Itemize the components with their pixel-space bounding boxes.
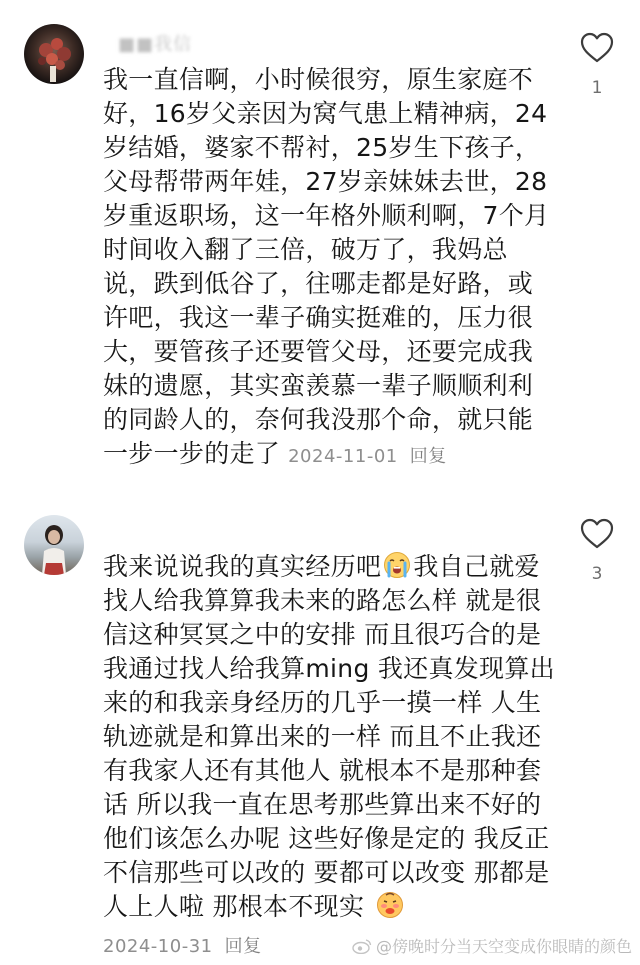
like-count: 1 <box>591 78 603 98</box>
comment-line: 不信那些可以改的 要都可以改变 那都是 <box>103 858 550 887</box>
reply-button[interactable]: 回复 <box>224 936 262 957</box>
watermark-text: @傍晚时分当天空变成你眼睛的颜色 <box>375 937 632 956</box>
comment-line: 大，要管孩子还要管父母，还要完成我 <box>103 337 534 366</box>
comment-line-text: 我来说说我的真实经历吧 <box>103 552 382 581</box>
comment-meta <box>288 446 447 467</box>
comment-line: 岁重返职场，这一年格外顺利啊，7个月 <box>103 201 550 230</box>
teary-blush-face-emoji <box>376 891 404 919</box>
comment-line: 好，16岁父亲因为窝气患上精神病，24 <box>103 99 548 128</box>
comment-line: 他们该怎么办呢 这些好像是定的 我反正 <box>103 824 550 853</box>
comment-line: 时间收入翻了三倍，破万了，我妈总 <box>103 235 508 264</box>
comment-line-last <box>103 437 543 474</box>
comment-line: 说，跌到低谷了，往哪走都是好路，或 <box>103 269 534 298</box>
comment-line: 妹的遗愿，其实蛮羡慕一辈子顺顺利利 <box>103 371 534 400</box>
comment-line: 来的和我亲身经历的几乎一摸一样 人生 <box>103 688 542 717</box>
comment-date: 2024-10-31 <box>103 936 213 957</box>
comment-line: 我一直信啊，小时候很穷，原生家庭不 <box>103 65 534 94</box>
comment-line: 父母帮带两年娃，27岁亲妹妹去世，28 <box>103 167 548 196</box>
comment-line: 的同龄人的，奈何我没那个命，就只能 <box>103 405 534 434</box>
comment-line-text: 人上人啦 那根本不现实 <box>103 892 365 921</box>
comment-body <box>103 63 550 474</box>
avatar[interactable] <box>24 24 84 84</box>
comment-line: 岁结婚，婆家不帮衬，25岁生下孩子， <box>103 133 541 162</box>
comment-date: 2024-11-01 <box>288 446 398 467</box>
weibo-logo-icon <box>352 938 372 954</box>
username[interactable]: ■■我信 <box>118 34 193 55</box>
heart-outline-icon[interactable] <box>580 518 614 550</box>
comment-body <box>103 550 555 924</box>
like-group <box>576 32 618 98</box>
comment-line: 信这种冥冥之中的安排 而且很巧合的是 <box>103 620 542 649</box>
like-count: 3 <box>591 564 603 584</box>
comment-line <box>103 890 543 924</box>
comment-line: 找人给我算算我未来的路怎么样 就是很 <box>103 586 542 615</box>
comment-line-text: 我自己就爱 <box>413 552 540 581</box>
comment-line <box>103 550 543 584</box>
crying-face-emoji <box>383 551 411 579</box>
comment-line: 许吧，我这一辈子确实挺难的，压力很 <box>103 303 534 332</box>
reply-button[interactable]: 回复 <box>409 446 447 467</box>
like-group <box>576 518 618 584</box>
comment-line-text: 一步一步的走了 <box>103 439 281 468</box>
comment-item <box>0 495 640 965</box>
comment-line: 我通过找人给我算ming 我还真发现算出 <box>103 654 555 683</box>
comment-line: 轨迹就是和算出来的一样 而且不止我还 <box>103 722 542 751</box>
comment-meta <box>103 932 262 958</box>
comment-line: 有我家人还有其他人 就根本不是那种套 <box>103 756 542 785</box>
watermark <box>352 934 632 957</box>
avatar[interactable] <box>24 515 84 575</box>
comment-line: 话 所以我一直在思考那些算出来不好的 <box>103 790 542 819</box>
heart-outline-icon[interactable] <box>580 32 614 64</box>
